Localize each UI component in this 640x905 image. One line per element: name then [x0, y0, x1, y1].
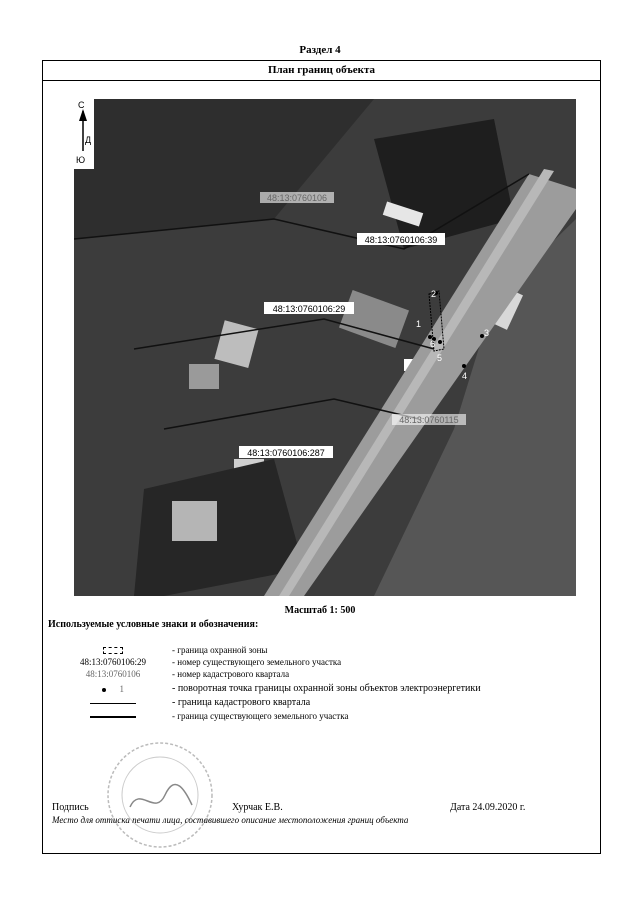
point-dot-icon — [102, 688, 106, 692]
map-label-parcel: 48:13:0760106:29 — [272, 304, 346, 314]
stamp-seal — [100, 735, 220, 855]
south-label: Ю — [76, 155, 86, 165]
label-quarter-2 — [392, 414, 466, 425]
satellite-map[interactable] — [74, 99, 576, 596]
point-label: 3 — [484, 328, 490, 338]
point-label: 5 — [437, 353, 443, 363]
point-label: 2 — [431, 289, 437, 299]
scale-label: Масштаб 1: 500 — [284, 605, 356, 616]
boundary-point — [438, 340, 442, 344]
thin-line-icon — [90, 703, 136, 704]
signer-name: Хурчак Е.В. — [232, 802, 283, 813]
point-label: 6 — [430, 339, 436, 349]
boundary-point — [462, 364, 466, 368]
plan-header: План границ объекта — [42, 60, 601, 81]
zone-boundary-icon — [103, 647, 123, 654]
arrow-label: Д — [85, 135, 92, 145]
map-canvas — [74, 99, 576, 596]
section-title: Раздел 4 — [299, 44, 341, 56]
legend-title: Используемые условные знаки и обозначения: — [48, 619, 259, 630]
signature-label: Подпись — [52, 802, 89, 813]
roof-grey — [189, 364, 219, 389]
map-label-parcel: 48:13:0760106:287 — [247, 448, 325, 458]
label-parcel-287 — [239, 446, 333, 458]
thick-line-icon — [90, 716, 136, 718]
signature-date: Дата 24.09.2020 г. — [450, 802, 526, 813]
north-arrow — [74, 99, 94, 169]
map-label-quarter: 48:13:0760106 — [266, 193, 328, 203]
roof-light — [172, 501, 217, 541]
signature-scribble — [130, 784, 192, 807]
north-label: С — [78, 100, 85, 110]
point-label: 4 — [462, 371, 468, 381]
map-label-quarter: 48:13:0760115 — [399, 415, 459, 425]
label-quarter-1 — [260, 192, 334, 203]
stamp-note: Место для оттиска печати лица, составившего описание местоположения границ объекта — [52, 815, 409, 825]
point-label: 1 — [416, 319, 422, 329]
label-parcel-29 — [264, 302, 354, 314]
label-parcel-39 — [357, 233, 445, 245]
map-label-parcel: 48:13:0760106:39 — [364, 235, 438, 245]
